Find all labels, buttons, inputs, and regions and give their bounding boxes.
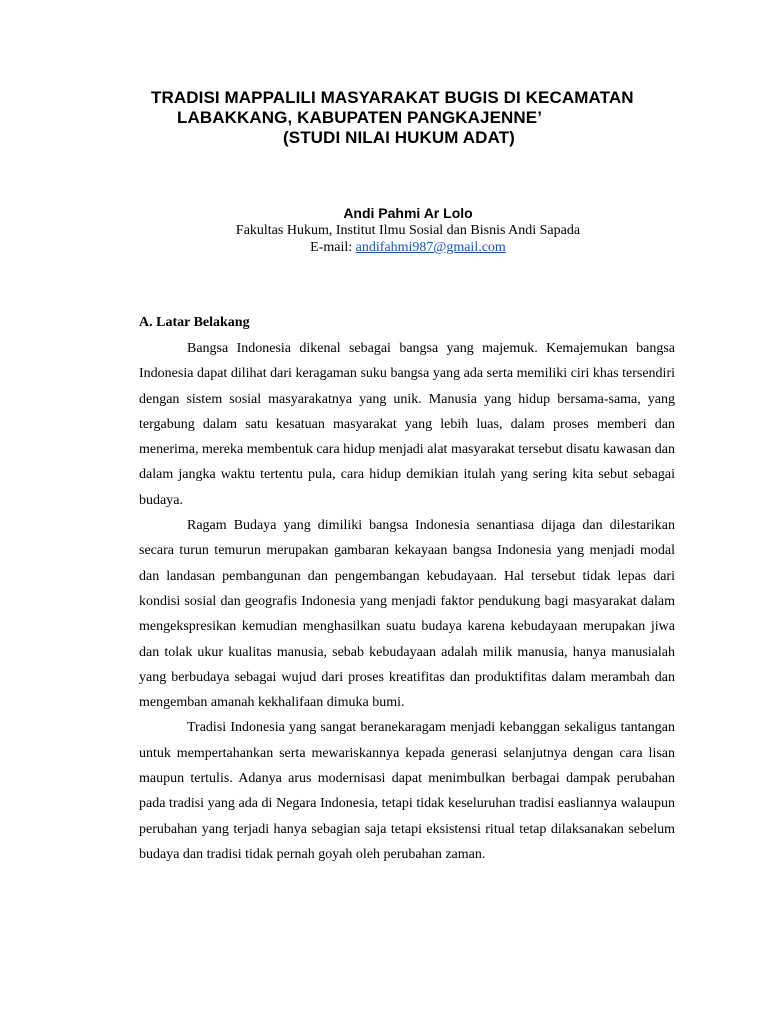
paragraph-1: Bangsa Indonesia dikenal sebagai bangsa yang majemuk. Kemajemukan bangsa Indonesia dapat dilihat dari keragaman suku bangsa yang ada serta memiliki ciri khas tersendiri dengan sistem sosial masyarakatnya yang unik. Manusia yang hidup bersama-sama, yang tergabung dalam satu kesatuan masyarakat yang lebih luas, dalam proses memberi dan menerima, mereka membentuk cara hidup menjadi alat masyarakat tersebut disatu kawasan dan dalam jangka waktu tertentu pula, cara hidup demikian itulah yang sering kita sebut sebagai budaya.	[139, 341, 675, 508]
email-label: E-mail:	[310, 240, 356, 255]
author-email-line	[0, 239, 768, 256]
author-name: Andi Pahmi Ar Lolo	[343, 205, 473, 221]
email-link[interactable]: andifahmi987@gmail.com	[355, 240, 506, 255]
author-affiliation: Fakultas Hukum, Institut Ilmu Sosial dan Bisnis Andi Sapada	[235, 223, 581, 238]
title-line-2: LABAKKANG, KABUPATEN PANGKAJENNE’	[177, 108, 543, 127]
title-line-1: TRADISI MAPPALILI MASYARAKAT BUGIS DI KECAMATAN	[151, 88, 634, 107]
section-heading: A. Latar Belakang	[139, 315, 250, 330]
body-text	[139, 336, 675, 867]
paragraph-2: Ragam Budaya yang dimiliki bangsa Indonesia senantiasa dijaga dan dilestarikan secara turun temurun merupakan gambaran kekayaan bangsa Indonesia yang menjadi modal dan landasan pembangunan dan pengembangan kebudayaan. Hal tersebut tidak lepas dari kondisi sosial dan geografis Indonesia yang menjadi faktor pendukung bagi masyarakat dalam mengekspresikan kemudian menghasilkan suatu budaya karena kebudayaan merupakan jiwa dan tolak ukur kualitas manusia, sebab kebudayaan adalah milik manusia, hanya manusialah yang berbudaya sebagai wujud dari proses kreatifitas dan produktifitas dalam merambah dan mengemban amanah kekhalifaan dimuka bumi.	[139, 518, 675, 711]
title-line-3: (STUDI NILAI HUKUM ADAT)	[283, 128, 515, 147]
paragraph-3: Tradisi Indonesia yang sangat beranekaragam menjadi kebanggan sekaligus tantangan untuk mempertahankan serta mewariskannya kepada generasi selanjutnya dengan cara lisan maupun tertulis. Adanya arus modernisasi dapat menimbulkan berbagai dampak perubahan pada tradisi yang ada di Negara Indonesia, tetapi tidak keseluruhan tradisi easliannya walaupun perubahan yang terjadi hanya sebagian saja tetapi eksistensi ritual tetap dilaksanakan sebelum budaya dan tradisi tidak pernah goyah oleh perubahan zaman.	[139, 720, 675, 862]
